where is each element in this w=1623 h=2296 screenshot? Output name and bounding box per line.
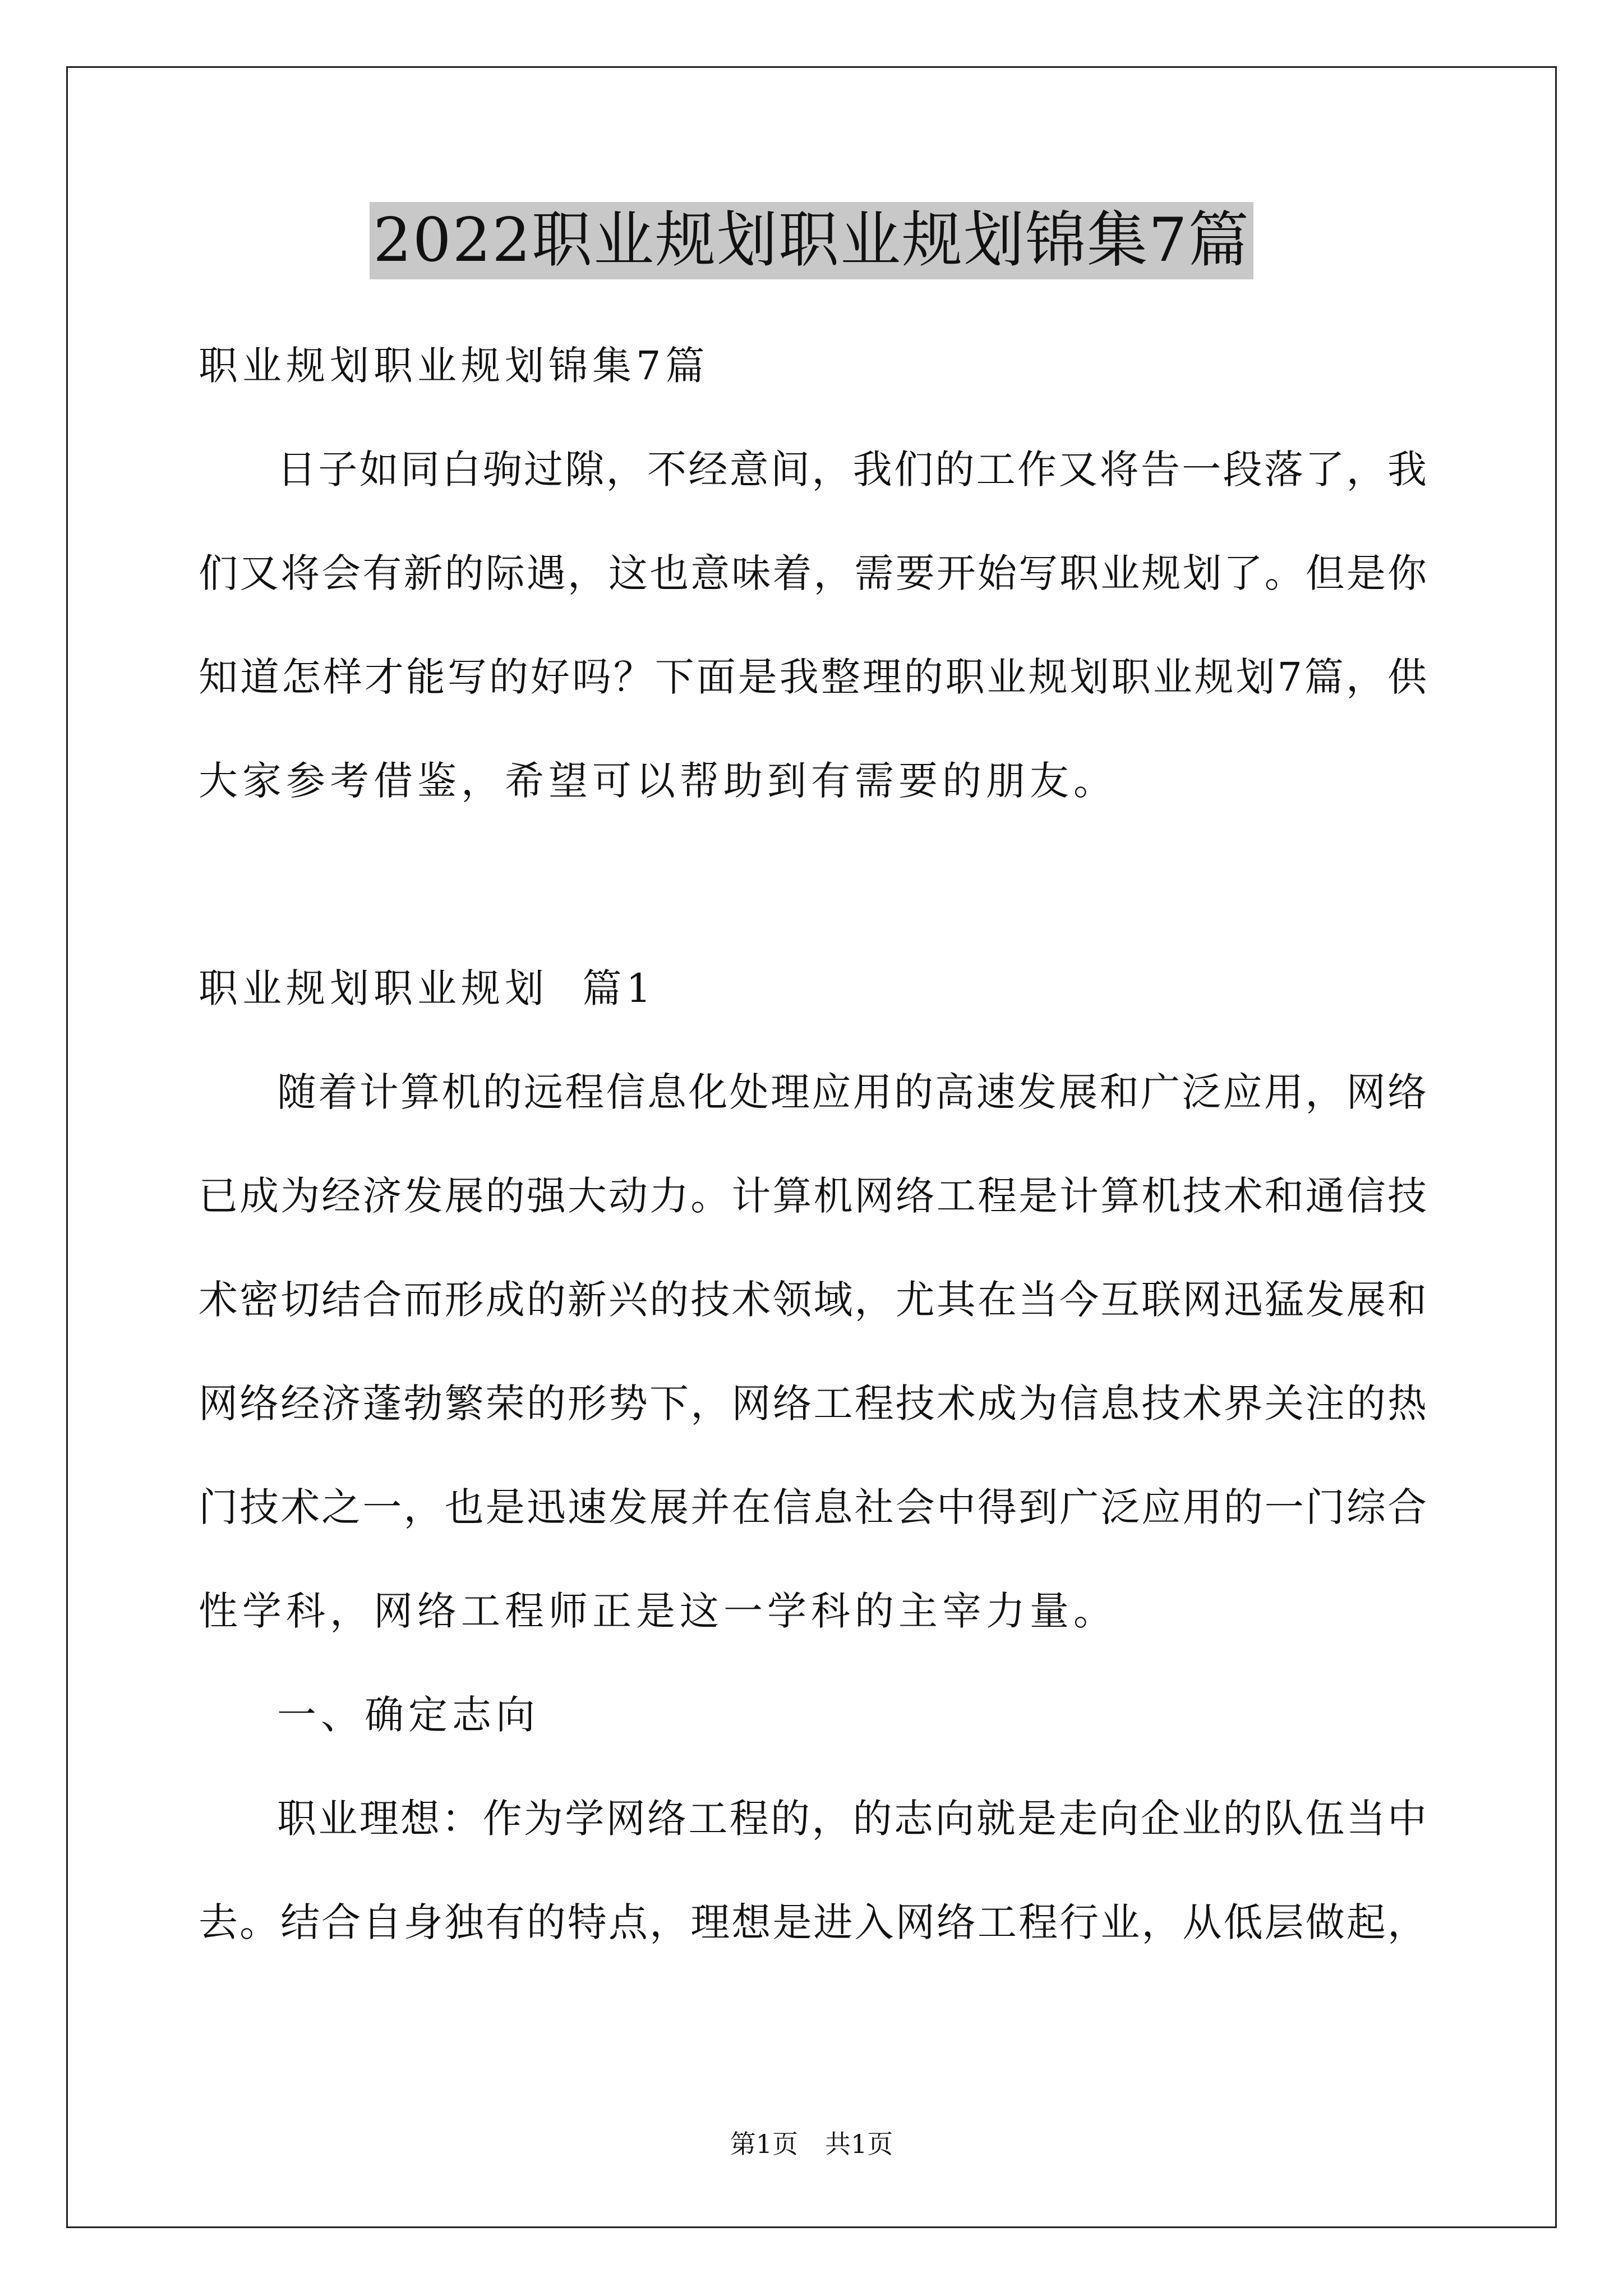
paragraph-line: 们又将会有新的际遇，这也意味着，需要开始写职业规划了。但是你 <box>199 550 1427 596</box>
title-container <box>0 202 1623 279</box>
subheading: 一、确定志向 <box>277 1692 540 1738</box>
paragraph-line: 网络经济蓬勃繁荣的形势下，网络工程技术成为信息技术界关注的热 <box>199 1381 1427 1427</box>
paragraph-line: 术密切结合而形成的新兴的技术领域，尤其在当今互联网迅猛发展和 <box>199 1277 1427 1323</box>
page-number: 第1页 <box>730 2129 798 2159</box>
page-total: 共1页 <box>825 2129 893 2159</box>
page-footer <box>0 2127 1623 2161</box>
section-heading: 职业规划职业规划 篇1 <box>199 965 656 1011</box>
paragraph-gap <box>199 833 1427 937</box>
paragraph-line: 大家参考借鉴，希望可以帮助到有需要的朋友。 <box>199 758 1117 804</box>
paragraph-line: 职业理想：作为学网络工程的，的志向就是走向企业的队伍当中 <box>277 1796 1427 1842</box>
document-title: 2022职业规划职业规划锦集7篇 <box>370 202 1253 279</box>
paragraph-line: 去。结合自身独有的特点，理想是进入网络工程行业，从低层做起， <box>199 1899 1427 1945</box>
document-subtitle: 职业规划职业规划锦集7篇 <box>199 343 709 389</box>
paragraph-line: 门技术之一，也是迅速发展并在信息社会中得到广泛应用的一门综合 <box>199 1484 1427 1530</box>
paragraph-line: 知道怎样才能写的好吗？下面是我整理的职业规划职业规划7篇，供 <box>199 654 1427 700</box>
paragraph-line: 日子如同白驹过隙，不经意间，我们的工作又将告一段落了，我 <box>277 447 1427 493</box>
paragraph-line: 随着计算机的远程信息化处理应用的高速发展和广泛应用，网络 <box>277 1069 1427 1115</box>
paragraph-line: 性学科，网络工程师正是这一学科的主宰力量。 <box>199 1588 1117 1634</box>
document-body <box>199 314 1427 1975</box>
paragraph-line: 已成为经济发展的强大动力。计算机网络工程是计算机技术和通信技 <box>199 1173 1427 1219</box>
